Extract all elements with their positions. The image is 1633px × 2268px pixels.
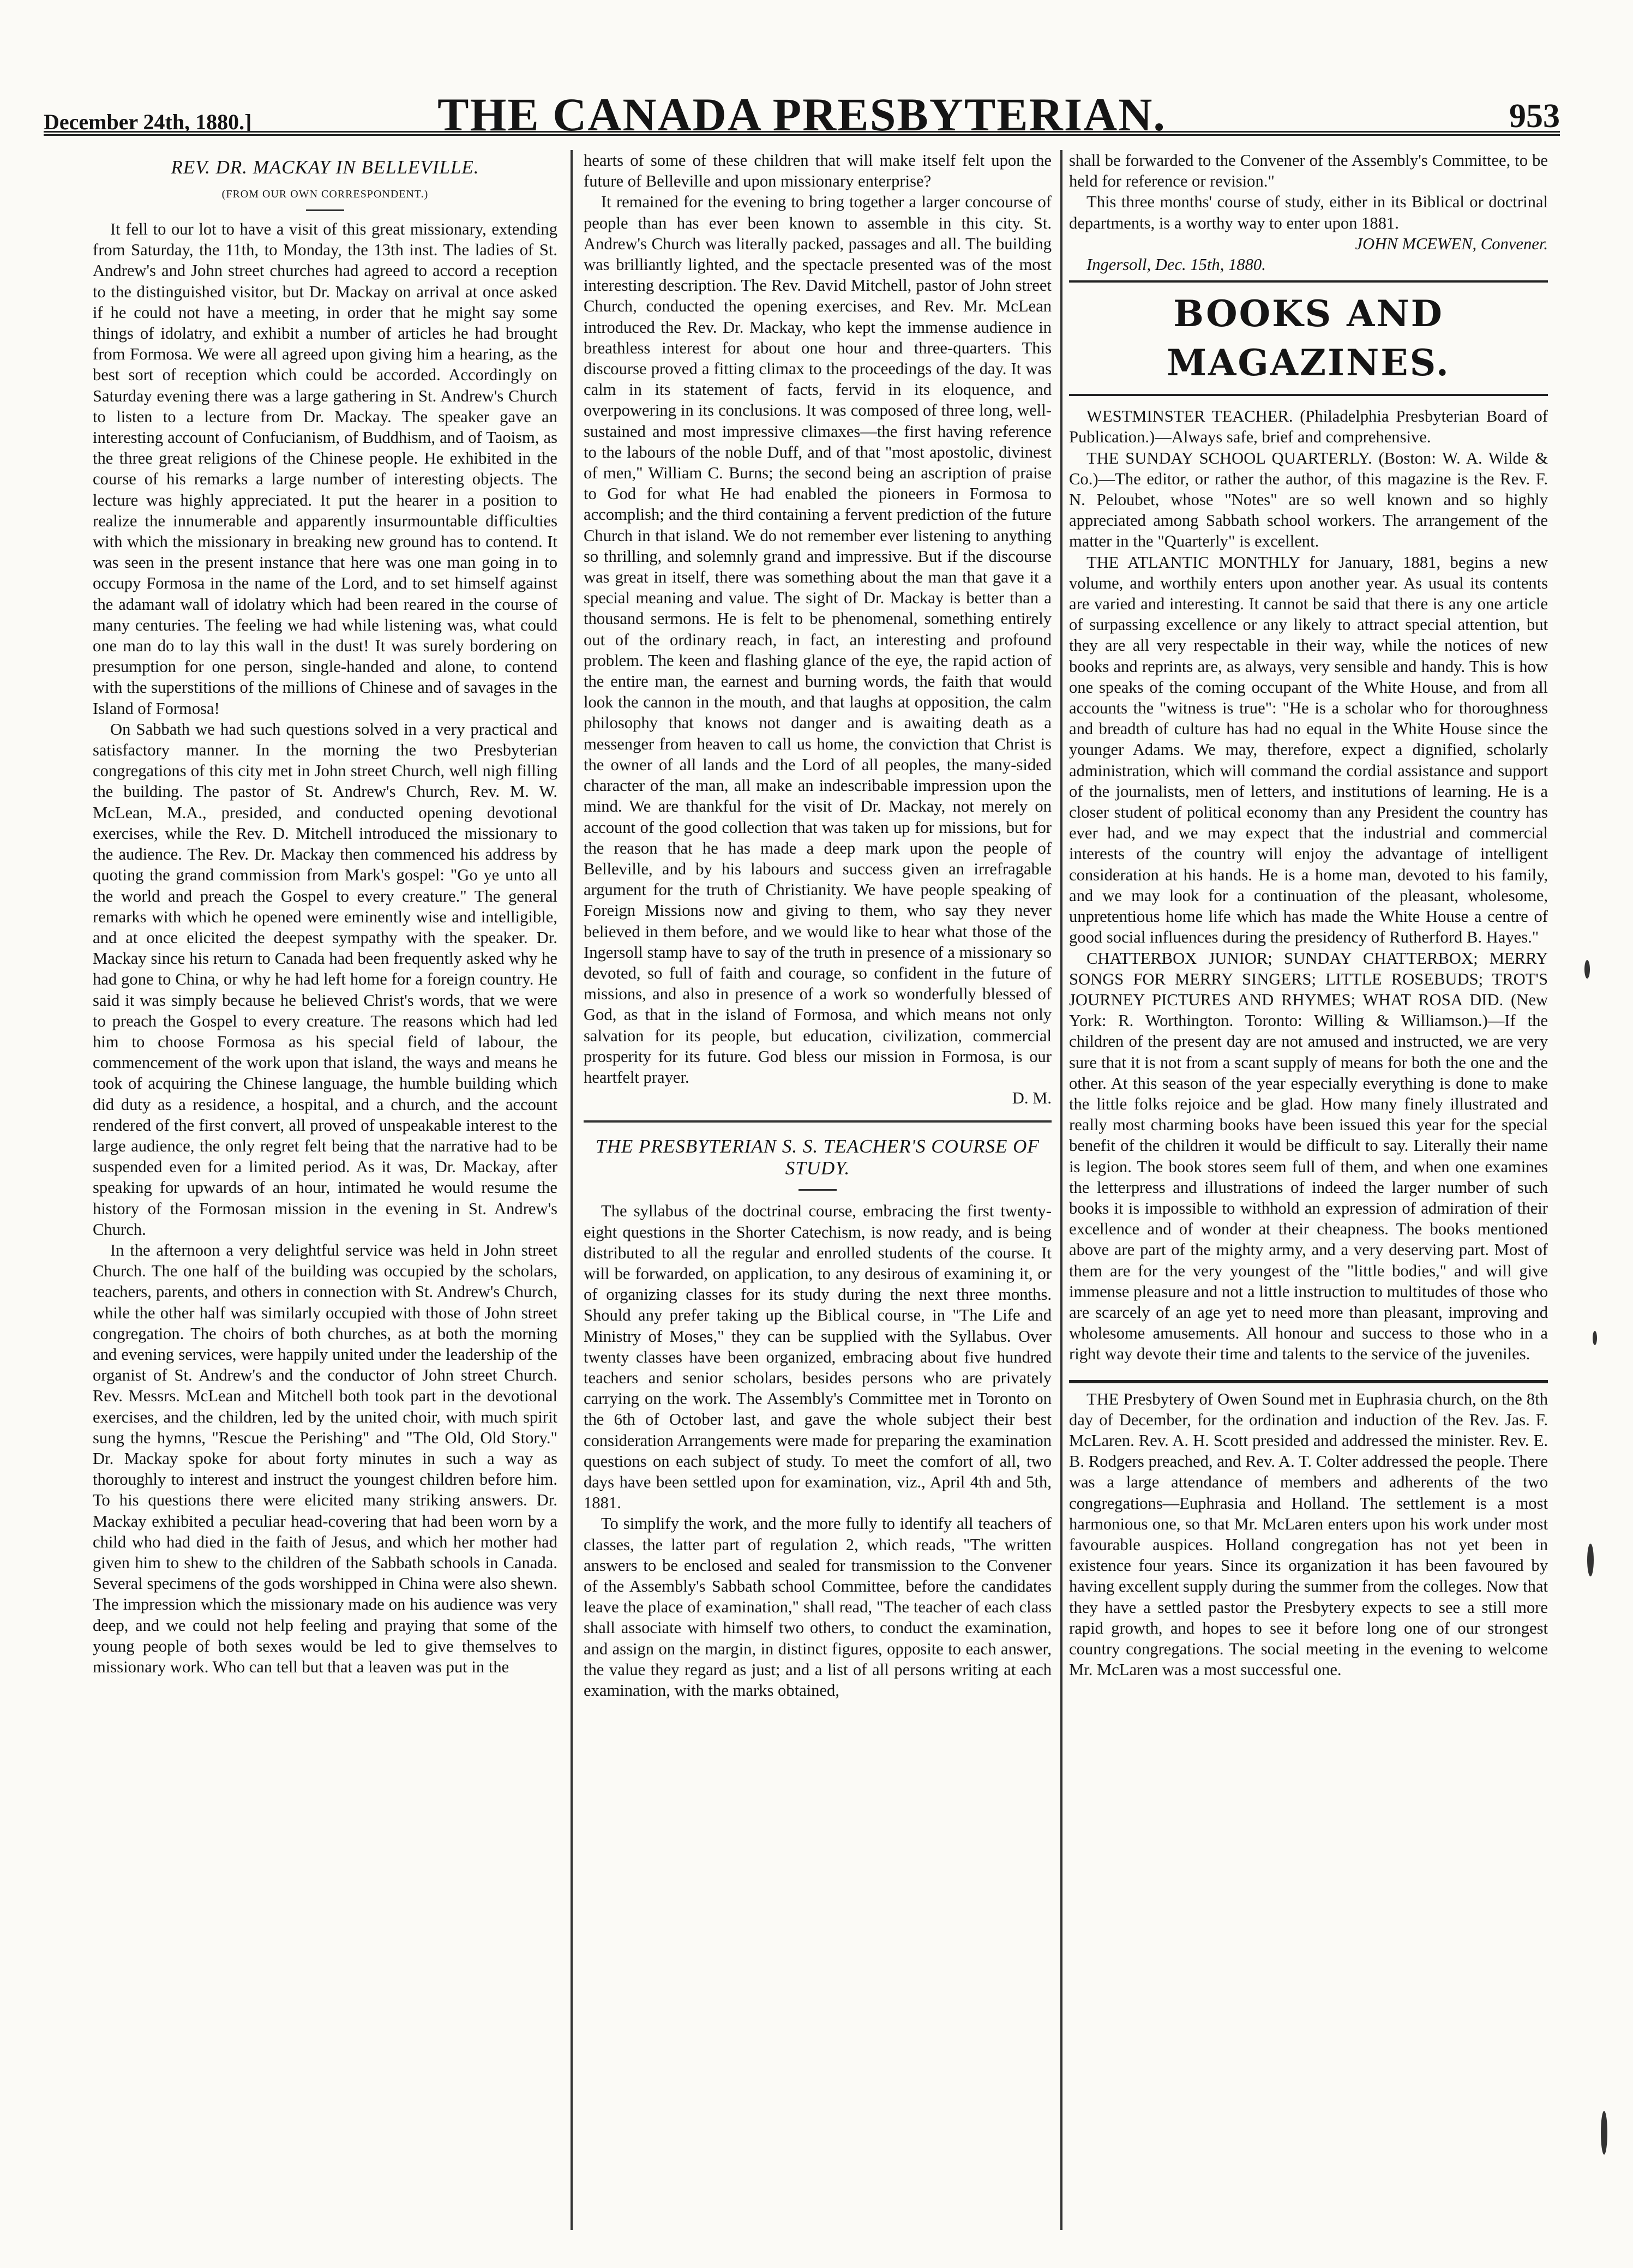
article-signature: D. M. bbox=[1012, 1089, 1052, 1108]
article-paragraph: hearts of some of these children that will make itself felt upon the future of Belleville and upon missionary enterprise? bbox=[584, 151, 1052, 191]
books-and-magazines-heading: BOOKS AND MAGAZINES. bbox=[1167, 292, 1450, 385]
column-1 bbox=[93, 150, 557, 2222]
column-divider bbox=[571, 150, 573, 2230]
review-paragraph: THE SUNDAY SCHOOL QUARTERLY. (Boston: W. A. Wilde & Co.)—The editor, or rather the author, of this magazine is the Rev. F. N. Peloubet, whose "Notes" are so well known and so highly appreciated among Sabbath school workers. The arrangement of the matter in the "Quarterly" is excellent. bbox=[1069, 448, 1548, 551]
scan-artifact bbox=[1601, 2111, 1607, 2155]
review-paragraph: THE ATLANTIC MONTHLY for January, 1881, begins a new volume, and worthily enters upon another year. As usual its contents are varied and interesting. It cannot be said that there is any one article of surpassing excellence or any likely to attract special attention, but they are all very respectable in their way, while the notices of new books and reprints are, as always, very sensible and handy. This is how one speaks of the coming occupant of the White House, and from all accounts the "witness is true": "He is a scholar who for thoroughness and breadth of culture has had no equal in the White House since the younger Adams. We may, therefore, expect a dignified, scholarly administration, which will command the cordial assistance and support of the journalists, men of letters, and institutions of learning. He is a closer student of political economy than any President the country has ever had, and we may expect that the industrial and commercial interests of the country will enjoy the advantage of intelligent consideration at his hands. He is a home man, devoted to his family, and we may look for a continuation of the pleasant, wholesome, unpretentious home life which has made the White House a centre of good social influences during the presidency of Rutherford B. Hayes." bbox=[1069, 553, 1548, 947]
scan-artifact bbox=[1587, 1544, 1594, 1576]
page-header bbox=[44, 82, 1560, 147]
article-heading: THE PRESBYTERIAN S. S. TEACHER'S COURSE OF STUDY. bbox=[596, 1136, 1040, 1179]
column-2 bbox=[584, 150, 1052, 2222]
header-rule bbox=[44, 131, 1560, 136]
article-paragraph: It remained for the evening to bring together a larger concourse of people than has ever been known to assemble in this city. St. Andrew's Church was literally packed, passages and all. The building was brilliantly lighted, and the spectacle presented was of the most interesting description. The Rev. David Mitchell, pastor of John street Church, conducted the opening exercises, and Rev. Mr. McLean introduced the Rev. Dr. Mackay, who kept the immense audience in breathless interest for about one hour and three-quarters. This discourse proved a fitting climax to the proceedings of the day. It was calm in its statement of facts, fervid in its eloquence, and overpowering in its conclusions. It was composed of three long, well-sustained and most impressive climaxes—the first having reference to the labours of the noble Duff, and of that "most apostolic, divinest of men," William C. Burns; the second being an ascription of praise to God for what He had enabled the pioneers in Formosa to accomplish; and the third containing a fervent prediction of the future Church in that island. We do not remember ever listening to anything so thrilling, and solemnly grand and impressive. But if the discourse was great in itself, there was something about the man that gave it a special meaning and value. The sight of Dr. Mackay is better than a thousand sermons. He is felt to be phenomenal, something entirely out of the ordinary reach, in fact, an interesting and profound problem. The keen and flashing glance of the eye, the rapid action of the entire man, the earnest and burning words, the faith that would look the cannon in the mouth, and that laughs at opposition, the calm philosophy that knows not danger and is awaiting death as a messenger from heaven to call us home, the conviction that Christ is the owner of all lands and the Lord of all peoples, the many-sided character of the man, all make an indescribable impression upon the mind. We are thankful for the visit of Dr. Mackay, not merely on account of the good collection that was taken up for missions, but for the reason that he has made a deep mark upon the people of Belleville, and by his labours and success given an irrefragable argument for the truth of Christianity. We have people speaking of Foreign Missions now and giving to them, who say they never believed in them before, and we would like to hear what those of the Ingersoll stamp have to say of the truth in presence of a missionary so devoted, so full of faith and courage, so confident in the future of missions, and also in presence of a work so wonderfully blessed of God, as that in the island of Formosa, and which means not only salvation for its people, but education, civilization, commercial prosperity for its future. God bless our mission in Formosa, is our heartfelt prayer. bbox=[584, 193, 1052, 1087]
newspaper-title: THE CANADA PRESBYTERIAN. bbox=[437, 88, 1166, 141]
column-divider bbox=[1060, 150, 1062, 2230]
section-banner bbox=[1069, 280, 1548, 396]
scan-artifact bbox=[1593, 1331, 1597, 1345]
news-paragraph: THE Presbytery of Owen Sound met in Euphrasia church, on the 8th day of December, for the ordination and induction of the Rev. Jas. F. McLaren. Rev. A. H. Scott presided and addressed the minister. Rev. E. B. Rodgers preached, and Rev. A. T. Colter addressed the people. There was a large attendance of members and adherents of the two congregations—Euphrasia and Holland. The settlement is a most harmonious one, so that Mr. McLaren enters upon his work under most favourable auspices. Holland congregation has not yet been in existence four years. Since its organization it has been favoured by having excellent supply during the summer from the colleges. Now that they have a settled pastor the Presbytery expects to see a still more rapid growth, and hopes to see it before long one of our strongest country congregations. The social meeting in the evening to welcome Mr. McLaren was a most successful one. bbox=[1069, 1389, 1548, 1679]
article-paragraph: The syllabus of the doctrinal course, embracing the first twenty-eight questions in the Shorter Catechism, is now ready, and is being distributed to all the regular and enrolled students of the course. It will be forwarded, on application, to any desirous of examining it, or of organizing classes for its study during the next three months. Should any prefer taking up the Biblical course, in "The Life and Ministry of Moses," they can be supplied with the Syllabus. Over twenty classes have been organized, embracing about five hundred teachers and senior scholars, besides persons who are privately carrying on the work. The Assembly's Committee met in Toronto on the 6th of October last, and gave the whole subject their best consideration Arrangements were made for preparing the examination questions on each subject of study. To meet the comfort of all, two days have been settled upon for examination, viz., April 4th and 5th, 1881. bbox=[584, 1202, 1052, 1513]
section-divider bbox=[1069, 1380, 1548, 1383]
divider bbox=[799, 1189, 837, 1191]
article-paragraph: In the afternoon a very delightful service was held in John street Church. The one half of the building was occupied by the scholars, teachers, parents, and others in connection with St. Andrew's Church, while the other half was similarly occupied with those of John street congregation. The choirs of both churches, as at both the morning and evening services, were happily united under the leadership of the organist of St. Andrew's and the conductor of John street Church. Rev. Messrs. McLean and Mitchell both took part in the devotional exercises, and the children, led by the united choir, with much spirit sung the hymns, "Rescue the Perishing" and "The Old, Old Story." Dr. Mackay spoke for about forty minutes in such a way as thoroughly to interest and instruct the youngest children before him. To his questions there were elicited many striking answers. Dr. Mackay exhibited a peculiar head-covering that had been worn by a child who had died in the faith of Jesus, and which her mother had given him to shew to the children of the Sabbath schools in Canada. Several specimens of the gods worshipped in China were also shewn. The impression which the missionary made on his audience was very deep, and we could not help feeling and praying that some of the young people of both sexes would be led to give themselves to missionary work. Who can tell but that a leaven was put in the bbox=[93, 1240, 557, 1677]
article-signature: JOHN MCEWEN, Convener. bbox=[1355, 234, 1548, 253]
issue-date: December 24th, 1880.] bbox=[44, 110, 252, 134]
article-paragraph: It fell to our lot to have a visit of this great missionary, extending from Saturday, the 11th, to Monday, the 13th inst. The ladies of St. Andrew's and John street churches had agreed to accord a reception to the distinguished visitor, but Dr. Mackay on arrival at once asked if he could not have a meeting, in order that he might say some things of idolatry, and exhibit a number of articles he had brought from Formosa. We were all agreed upon giving him a hearing, as the best sort of reception which could be accorded. Accordingly on Saturday evening there was a large gathering in St. Andrew's Church to listen to a lecture from Dr. Mackay. The speaker gave an interesting account of Confucianism, of Buddhism, and of Taoism, as the three great religions of the Chinese people. He exhibited in the course of his remarks a large number of interesting objects. The lecture was highly appreciated. It put the hearer in a position to realize the innumerable and apparently insurmountable difficulties with which the missionary in breaking new ground has to contend. It was seen in the present instance that here was one man going in to occupy Formosa in the name of the Lord, and to set himself against the adamant wall of idolatry which had been reared in the course of many centuries. The feeling we had while listening was, what could one man do to lay this wall in the dust! It was surely bordering on presumption for one person, single-handed and alone, to contend with the superstitions of the millions of Chinese and of savages in the Island of Formosa! bbox=[93, 220, 557, 718]
article-paragraph: To simplify the work, and the more fully to identify all teachers of classes, the latter part of regulation 2, which reads, "The written answers to be enclosed and sealed for transmission to the Convener of the Assembly's Sabbath school Committee, before the candidates leave the place of examination," shall read, "The teacher of each class shall associate with himself two others, to conduct the examination, and assign on the margin, in distinct figures, opposite to each answer, the value they regard as just; and a list of all persons writing at each examination, with the marks obtained, bbox=[584, 1514, 1052, 1700]
review-paragraph: CHATTERBOX JUNIOR; SUNDAY CHATTERBOX; MERRY SONGS FOR MERRY SINGERS; LITTLE ROSEBUDS; TROT'S JOURNEY PICTURES AND RHYMES; WHAT ROSA DID. (New York: R. Worthington. Toronto: Willing & Williamson.)—If the children of the present day are not amused and instructed, we are very sure that it is not from a scant supply of means for both the one and the other. At this season of the year especially everything is done to make the little folks rejoice and be glad. How many finely illustrated and really most charming books have been issued this year for the special benefit of the children it would be difficult to say. Literally their name is legion. The book stores seem full of them, and when one examines the letterpress and illustrations of indeed the larger number of such books it is impossible to withhold an expression of admiration of their excellence and of wonder at their cheapness. The books mentioned above are part of the mighty army, and a very deserving part. Most of them are for the very youngest of the "little bodies," and will give immense pleasure and not a little instruction to multitudes of those who are scarcely of an age yet to need more than pleasant, improving and wholesome amusements. All honour and success to those who in a right way devote their time and talents to the service of the juveniles. bbox=[1069, 949, 1548, 1364]
article-paragraph: On Sabbath we had such questions solved in a very practical and satisfactory manner. In the morning the two Presbyterian congregations of this city met in John street Church, well nigh filling the building. The pastor of St. Andrew's Church, Rev. M. W. McLean, M.A., presided, and conducted opening devotional exercises, while the Rev. D. Mitchell introduced the missionary to the audience. The Rev. Dr. Mackay then commenced his address by quoting the grand commission from Mark's gospel: "Go ye unto all the world and preach the Gospel to every creature." The general remarks with which he opened were eminently wise and intelligible, and at once elicited the deepest sympathy with the speaker. Dr. Mackay since his return to Canada had been frequently asked why he had gone to China, or why he had left home for a foreign country. He said it was simply because he believed Christ's words, that we were to preach the Gospel to every creature. The reasons which had led him to choose Formosa as his special field of labour, the commencement of the work upon that island, the ways and means he took of acquiring the Chinese language, the humble building which did duty as a residence, a hospital, and a church, and the account rendered of the first convert, all proved of unspeakable interest to the large audience, the only regret felt being that the narrative had to be suspended even for a limited period. As it was, Dr. Mackay, after speaking for upwards of an hour, intimated he would resume the history of the Formosan mission in the evening in St. Andrew's Church. bbox=[93, 719, 557, 1239]
review-paragraph: WESTMINSTER TEACHER. (Philadelphia Presbyterian Board of Publication.)—Always safe, brief and comprehensive. bbox=[1069, 407, 1548, 447]
article-byline: (FROM OUR OWN CORRESPONDENT.) bbox=[221, 188, 429, 200]
column-3 bbox=[1069, 150, 1548, 2222]
section-divider bbox=[584, 1120, 1052, 1123]
divider bbox=[306, 209, 344, 211]
article-heading: REV. DR. MACKAY IN BELLEVILLE. bbox=[171, 157, 479, 178]
page-number: 953 bbox=[1509, 98, 1560, 135]
scan-artifact bbox=[1584, 960, 1590, 979]
article-paragraph: shall be forwarded to the Convener of the Assembly's Committee, to be held for reference or revision." bbox=[1069, 151, 1548, 191]
dateline: Ingersoll, Dec. 15th, 1880. bbox=[1086, 255, 1266, 274]
article-paragraph: This three months' course of study, either in its Biblical or doctrinal departments, is a worthy way to enter upon 1881. bbox=[1069, 193, 1548, 232]
